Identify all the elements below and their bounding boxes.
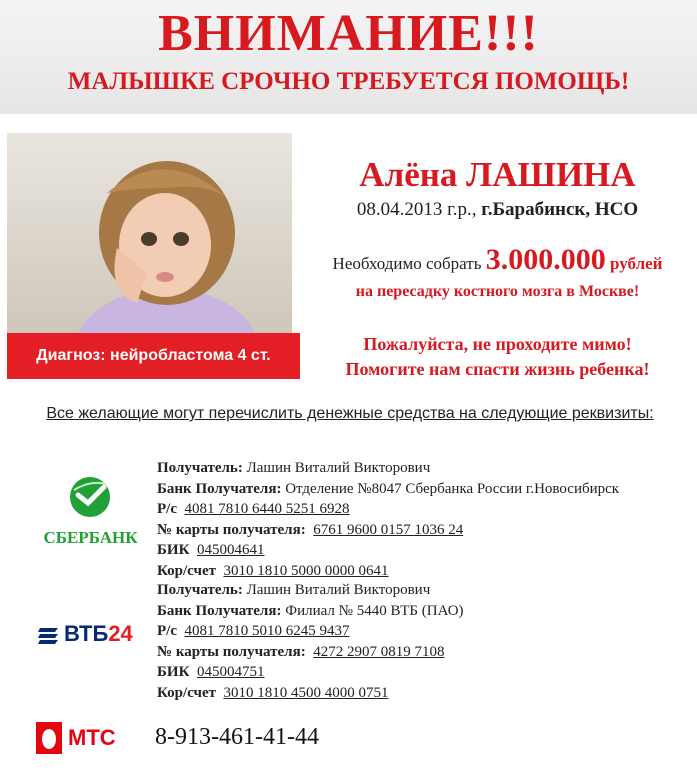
- page-subtitle: МАЛЫШКЕ СРОЧНО ТРЕБУЕТСЯ ПОМОЩЬ!: [67, 68, 630, 95]
- vtb-logo-text: ВТБ: [64, 621, 109, 646]
- sber-recipient: Лашин Виталий Викторович: [246, 460, 431, 476]
- header-banner: [0, 0, 697, 114]
- mts-logo-text: МТС: [68, 725, 116, 750]
- vtb-stripes-icon: [38, 624, 60, 646]
- birth-date: 08.04.2013 г.р.,: [356, 199, 477, 220]
- sberbank-logo-text: СБЕРБАНК: [43, 528, 138, 547]
- birth-and-city: [300, 199, 695, 221]
- mts-egg-logo-icon: [36, 722, 146, 756]
- diagnosis-banner: Диагноз: нейробластома 4 ст.: [7, 333, 300, 379]
- city: г.Барабинск, НСО: [481, 199, 639, 220]
- page-title: ВНИМАНИЕ!!!: [158, 5, 539, 62]
- vtb-bik: 045004751: [196, 664, 265, 680]
- sberbank-requisites: Получатель: Лашин Виталий Викторович Банк Получателя: Отделение №8047 Сбербанка России г.Новосибирск Р/с 4081 7810 6440 5251 6928 № карты получателя: 6761 9600 0157 1036 24 БИК 045004641 Кор/счет 3010 1810 5000 0000 0641: [157, 460, 620, 579]
- amount: 3.000.000: [485, 243, 606, 276]
- vtb-card: 4272 2907 0819 7108: [313, 643, 445, 660]
- vtb-account: 4081 7810 5010 6245 9437: [184, 623, 350, 639]
- plea: [300, 332, 695, 382]
- child-photo: [7, 133, 292, 333]
- sberbank-logo-icon: [38, 475, 143, 550]
- mts-egg-icon: [36, 722, 62, 754]
- sber-bank: Отделение №8047 Сбербанка России г.Новосибирск: [285, 480, 620, 497]
- sberbank-emblem-icon: [38, 475, 143, 519]
- child-photo-illustration: [77, 153, 257, 333]
- sber-card: 6761 9600 0157 1036 24: [313, 521, 464, 538]
- sber-bik: 045004641: [196, 542, 265, 558]
- sber-corr: 3010 1810 5000 0000 0641: [223, 562, 389, 579]
- vtb-recipient: Лашин Виталий Викторович: [246, 582, 431, 598]
- sber-account: 4081 7810 6440 5251 6928: [184, 501, 350, 517]
- vtb-bank: Филиал № 5440 ВТБ (ПАО): [285, 602, 464, 619]
- vtb-logo-icon: [38, 621, 148, 651]
- requisites-intro: Все желающие могут перечислить денежные средства на следующие реквизиты:: [46, 405, 654, 422]
- child-name: Алёна ЛАШИНА: [359, 155, 636, 194]
- vtb-logo-number: 24: [108, 621, 133, 646]
- fundraising-goal: [300, 243, 695, 277]
- vtb-requisites: Получатель: Лашин Виталий Викторович Банк Получателя: Филиал № 5440 ВТБ (ПАО) Р/с 4081 7810 5010 6245 9437 № карты получателя: 4272 2907 0819 7108 БИК 045004751 Кор/счет 3010 1810 4500 4000 0751: [157, 582, 464, 701]
- currency: рублей: [609, 254, 663, 273]
- fundraising-purpose: на пересадку костного мозга в Москве!: [355, 283, 640, 300]
- plea-line-1: Пожалуйста, не проходите мимо!: [363, 334, 632, 354]
- need-prefix: Необходимо собрать: [332, 254, 482, 273]
- mts-phone: 8-913-461-41-44: [155, 724, 319, 750]
- plea-line-2: Помогите нам спасти жизнь ребенка!: [345, 359, 650, 379]
- vtb-corr: 3010 1810 4500 4000 0751: [223, 684, 389, 701]
